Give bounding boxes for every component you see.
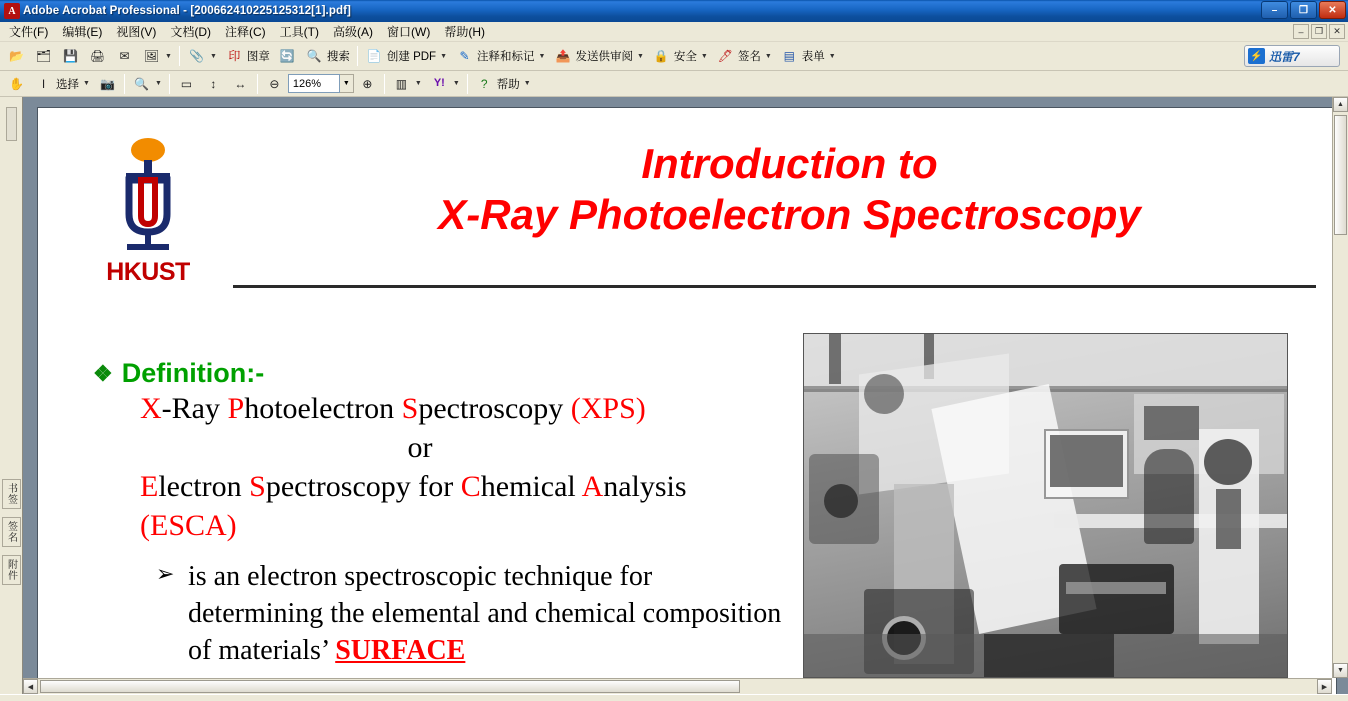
select-tool-button[interactable] (30, 72, 94, 96)
comment-icon: ✎ (459, 49, 470, 63)
document-window-controls (1293, 24, 1345, 39)
create-pdf-label: 创建 PDF (386, 51, 437, 63)
fit-height-button[interactable] (200, 72, 227, 96)
forms-label: 表单 (801, 51, 825, 63)
scroll-left-button[interactable]: ◀ (23, 679, 38, 694)
form-icon: ▤ (783, 49, 795, 63)
toolbar-separator (257, 74, 258, 94)
menu-advanced[interactable]: 高级(A) (333, 25, 373, 39)
vertical-scrollbar[interactable] (1332, 97, 1348, 678)
window-close-button[interactable]: ✕ (1319, 1, 1346, 19)
or-line: or (407, 431, 433, 464)
esca-pectroscopy-for: pectroscopy for (265, 470, 461, 503)
scroll-up-button[interactable]: ▲ (1333, 97, 1348, 112)
menu-comments[interactable]: 注释(C) (225, 25, 266, 39)
magnifier-icon: 🔍 (133, 76, 149, 91)
document-view[interactable] (23, 97, 1348, 694)
xps-hotoelectron: hotoelectron (244, 392, 402, 425)
toolbar-separator (467, 74, 468, 94)
pen-icon: 🖊 (717, 49, 733, 63)
esca-hemical: hemical (480, 470, 582, 503)
email-button[interactable] (111, 44, 138, 68)
hkust-logo-text: HKUST (106, 258, 190, 286)
thunder-download-toolbar[interactable] (1244, 45, 1340, 67)
actual-size-button[interactable] (173, 72, 200, 96)
technique-description-text: is an electron spectroscopic technique for determining the elemental and chemical composition of materials’ (188, 561, 782, 666)
toolbar-separator (124, 74, 125, 94)
title-divider (233, 285, 1316, 288)
zoom-in-tool-button[interactable] (128, 72, 166, 96)
chevron-down-icon: ▼ (523, 80, 531, 87)
slide-title (278, 138, 1301, 240)
esca-nalysis: nalysis (603, 470, 687, 503)
document-restore-button[interactable]: ❐ (1311, 24, 1327, 39)
menu-tools[interactable]: 工具(T) (279, 25, 319, 39)
window-controls (1261, 1, 1346, 19)
window-titlebar (0, 0, 1348, 22)
zoom-out-button[interactable] (261, 72, 288, 96)
menu-view[interactable]: 视图(V) (116, 25, 157, 39)
yahoo-icon: Y! (433, 77, 445, 89)
xps-full-name-line (140, 389, 793, 428)
xps-s: S (401, 392, 419, 425)
technique-description (156, 559, 793, 670)
zoom-in-button[interactable] (354, 72, 381, 96)
save-button[interactable] (57, 44, 84, 68)
esca-s: S (249, 470, 266, 503)
review-cycle-icon: 🔄 (279, 49, 295, 63)
diamond-bullet-icon: ❖ (93, 360, 113, 386)
esca-e: E (140, 470, 159, 503)
hkust-logo-mark (103, 136, 193, 256)
yahoo-toolbar-button[interactable] (426, 72, 464, 96)
review-button[interactable] (274, 44, 301, 68)
view-toolbar (0, 71, 1348, 97)
surface-emphasis: SURFACE (335, 634, 466, 666)
comment-markup-label: 注释和标记 (477, 51, 535, 63)
open-file-button[interactable] (3, 44, 30, 68)
toolbar-separator (169, 74, 170, 94)
snapshot-tool-button[interactable] (94, 72, 121, 96)
forms-button[interactable] (776, 44, 840, 68)
send-review-label: 发送供审阅 (575, 51, 633, 63)
esca-a: A (581, 470, 604, 503)
workspace (0, 97, 1348, 694)
security-label: 安全 (673, 51, 697, 63)
xps-x: X (140, 392, 162, 425)
chevron-down-icon: ▼ (83, 80, 90, 87)
sign-label: 签名 (737, 51, 761, 63)
hand-icon: ✋ (9, 76, 24, 91)
scroll-right-button[interactable]: ▶ (1317, 679, 1332, 694)
horizontal-scroll-thumb[interactable] (40, 680, 740, 693)
window-maximize-button[interactable]: ❐ (1290, 1, 1317, 19)
esca-abbrev-line: (ESCA) (140, 509, 237, 542)
image-icon: 🖼 (143, 49, 160, 63)
send-for-review-button[interactable] (549, 44, 647, 68)
envelope-icon: ✉ (119, 49, 130, 63)
esca-c: C (460, 470, 481, 503)
chevron-down-icon: ▼ (452, 80, 460, 87)
scroll-down-button[interactable]: ▼ (1333, 663, 1348, 678)
pdf-page-icon: 📄 (366, 49, 382, 63)
thunder-icon: ⚡ (1248, 48, 1265, 64)
menu-document[interactable]: 文档(D) (170, 25, 211, 39)
chevron-down-icon: ▼ (165, 52, 172, 60)
horizontal-scrollbar[interactable] (23, 678, 1332, 694)
stamp-label: 图章 (246, 51, 270, 63)
comment-markup-button[interactable] (451, 44, 549, 68)
help-label: 帮助 (496, 78, 520, 91)
zoom-input[interactable]: 126% (288, 74, 340, 93)
esca-full-name-line (140, 467, 793, 506)
menu-edit[interactable]: 编辑(E) (62, 25, 103, 39)
toolbar-separator (179, 46, 180, 66)
pane-grip-handle[interactable] (6, 107, 17, 141)
chevron-down-icon: ▼ (538, 52, 546, 60)
lock-icon: 🔒 (653, 49, 669, 63)
window-minimize-button[interactable]: – (1261, 1, 1288, 19)
window-title: Adobe Acrobat Professional - [200662410225125312[1].pdf] (23, 5, 351, 17)
open-folder-icon: 📂 (9, 49, 24, 63)
document-minimize-button[interactable]: – (1293, 24, 1309, 39)
zoom-dropdown-button[interactable]: ▼ (340, 74, 354, 93)
printer-icon: 🖨 (89, 49, 106, 63)
definition-heading-text: Definition:- (121, 358, 265, 388)
paperclip-icon: 📎 (188, 49, 204, 63)
chevron-down-icon: ▼ (764, 52, 772, 60)
xps-p: P (227, 392, 245, 425)
page-layout-button[interactable] (388, 72, 426, 96)
arrow-bullet-icon: ➢ (156, 561, 175, 586)
save-disk-icon: 💾 (63, 49, 78, 63)
xps-ray: -Ray (161, 392, 228, 425)
picture-button[interactable] (138, 44, 176, 68)
thunder-label: 迅雷7 (1269, 49, 1300, 64)
sidebar-tab-signatures[interactable]: 签名 (2, 517, 21, 547)
main-toolbar (0, 42, 1348, 71)
help-icon: ? (480, 76, 488, 91)
security-button[interactable] (648, 44, 712, 68)
pdf-page (37, 107, 1337, 694)
create-pdf-folder-button[interactable] (30, 44, 57, 68)
chevron-down-icon: ▼ (209, 52, 217, 60)
fit-width-icon: ↔ (234, 76, 247, 91)
chevron-down-icon: ▼ (414, 80, 422, 87)
search-button[interactable] (301, 44, 354, 68)
definition-heading (93, 358, 793, 389)
chevron-down-icon: ▼ (828, 52, 836, 60)
pdf-folder-icon: 🗂 (35, 49, 52, 63)
menubar (0, 22, 1348, 42)
chevron-down-icon: ▼ (440, 52, 448, 60)
xps-abbrev: (XPS) (570, 392, 646, 425)
actual-size-icon: ▭ (180, 76, 193, 91)
toolbar-separator (384, 74, 385, 94)
statusbar (0, 694, 1348, 701)
page-layout-icon: ▥ (395, 76, 408, 91)
help-button[interactable] (471, 72, 535, 96)
xps-pectroscopy: pectroscopy (418, 392, 571, 425)
menu-file[interactable]: 文件(F) (9, 25, 49, 39)
sign-button[interactable] (712, 44, 776, 68)
fit-height-icon: ↕ (210, 76, 217, 91)
xps-instrument-photo (803, 333, 1288, 678)
esca-lectron: lectron (158, 470, 250, 503)
toolbar-separator (357, 46, 358, 66)
slide-title-line1: Introduction to (641, 140, 938, 187)
search-label: 搜索 (326, 51, 350, 63)
stamp-icon: 印 (228, 49, 241, 63)
chevron-down-icon: ▼ (636, 52, 644, 60)
chevron-down-icon: ▼ (700, 52, 708, 60)
navigation-pane-rail (0, 97, 23, 694)
menu-window[interactable]: 窗口(W) (387, 25, 431, 39)
document-close-button[interactable]: ✕ (1329, 24, 1345, 39)
search-icon: 🔍 (306, 49, 322, 63)
attach-file-button[interactable] (183, 44, 221, 68)
text-select-icon: I (41, 76, 46, 91)
print-button[interactable] (84, 44, 111, 68)
zoom-out-icon: ⊖ (269, 76, 280, 91)
menu-help[interactable]: 帮助(H) (444, 25, 485, 39)
sidebar-tab-bookmarks[interactable]: 书签 (2, 479, 21, 509)
slide-title-line2: X-Ray Photoelectron Spectroscopy (438, 191, 1141, 239)
create-pdf-button[interactable] (361, 44, 451, 68)
acrobat-app-icon: A (4, 3, 20, 19)
camera-icon: 📷 (99, 76, 115, 91)
send-review-icon: 📤 (555, 49, 571, 63)
stamp-button[interactable] (221, 44, 274, 68)
vertical-scroll-thumb[interactable] (1334, 115, 1347, 235)
select-tool-label: 选择 (56, 78, 79, 91)
chevron-down-icon: ▼ (154, 80, 162, 87)
sidebar-tab-attachments[interactable]: 附件 (2, 555, 21, 585)
slide-body (93, 358, 793, 670)
hand-tool-button[interactable] (3, 72, 30, 96)
fit-width-button[interactable] (227, 72, 254, 96)
zoom-in-icon: ⊕ (362, 76, 373, 91)
hkust-logo (78, 136, 218, 287)
